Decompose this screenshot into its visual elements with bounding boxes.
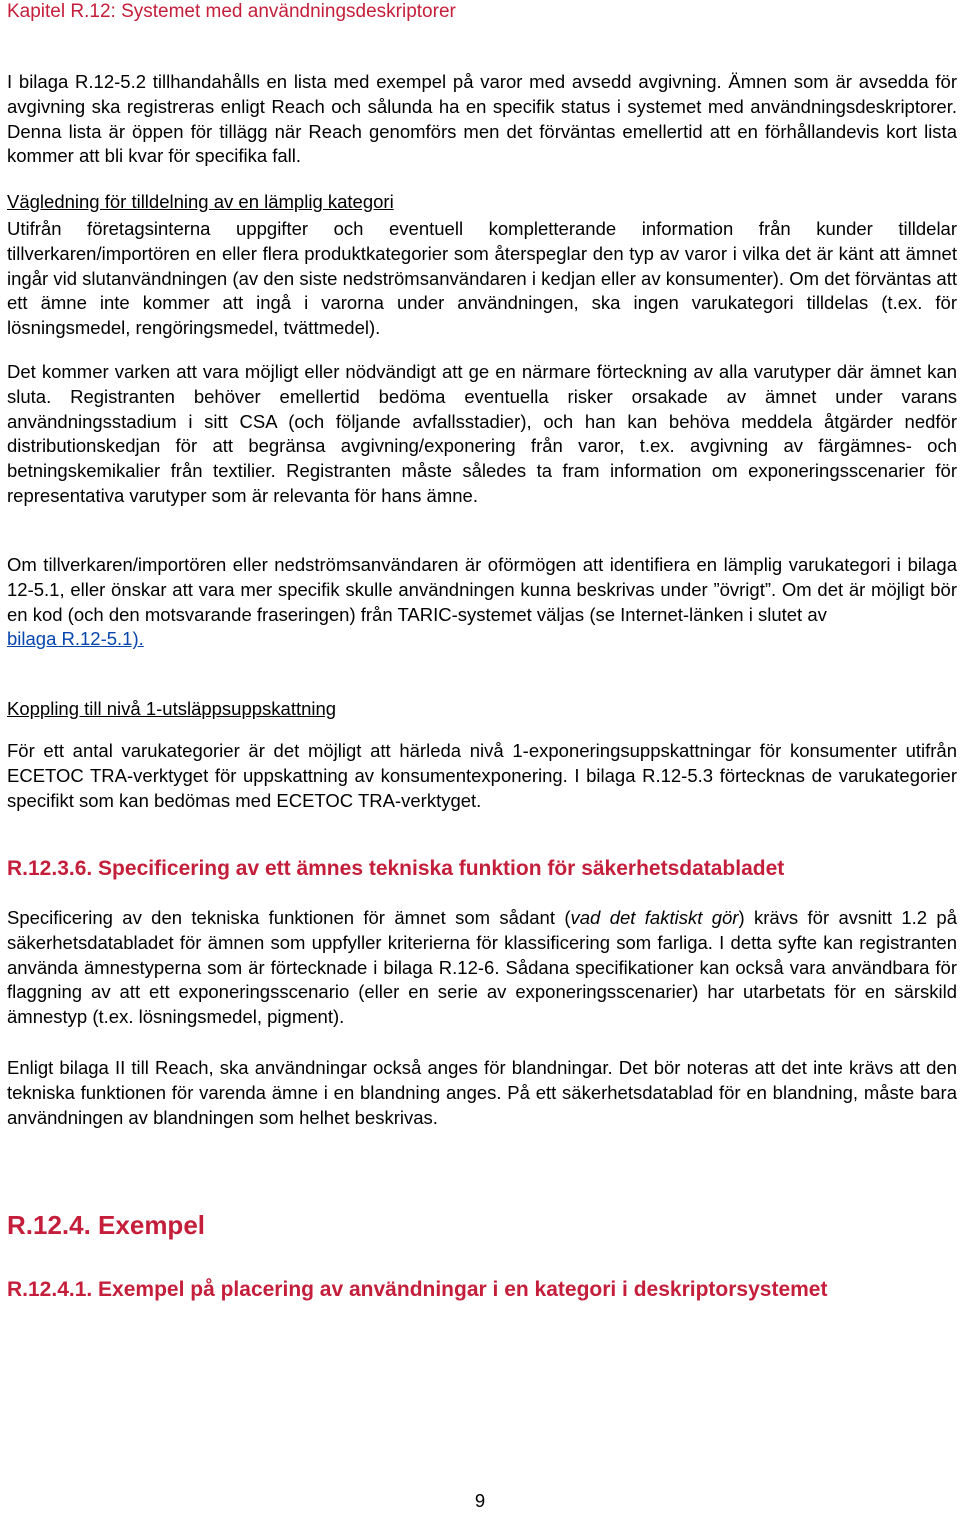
paragraph-release-list: I bilaga R.12-5.2 tillhandahålls en lista med exempel på varor med avsedd avgivning. Ämnen som är avsedda för avgivning ska registreras enligt Reach och sålunda ha en specifik status i systemet med användningsdeskriptorer. Denna lista är öppen för tillägg när Reach genomförs men det förväntas emellertid att en förhållandevis kort lista kommer att bli kvar för specifika fall. — [7, 71, 957, 167]
section-heading-4: R.12.4. Exempel — [7, 1210, 205, 1240]
section-heading-3-6: R.12.3.6. Specificering av ett ämnes tekniska funktion för säkerhetsdatabladet — [7, 857, 785, 880]
paragraph-other-category — [7, 553, 957, 652]
section-heading-4-1: R.12.4.1. Exempel på placering av användningar i en kategori i deskriptorsystemet — [7, 1278, 828, 1301]
annex-link[interactable]: bilaga R.12-5.1). — [7, 628, 144, 650]
technical-function-text-b: ) krävs för avsnitt 1.2 på säkerhetsdatabladet för ämnen som uppfyller kriterierna för klassificering som farliga. I detta syfte kan registranten använda ämnestyperna som är förtecknade i bilaga R.12-6. Sådana specifikationer kan också vara användbara för flaggning av att ett exponeringsscenario (eller en serie av exponeringsscenarier) har utarbetats för en särskild ämnestyp (t.ex. lösningsmedel, pigment). — [7, 907, 957, 1028]
paragraph-mixtures: Enligt bilaga II till Reach, ska användningar också anges för blandningar. Det bör noteras att det inte krävs att den tekniska funktionen för varenda ämne i en blandning anges. På ett säkerhetsdatablad för en blandning, måste bara användningen av blandningen som helhet beskrivas. — [7, 1057, 957, 1128]
subheading-category-guidance: Vägledning för tilldelning av en lämplig kategori — [7, 191, 394, 212]
subheading-tier1-link: Koppling till nivå 1-utsläppsuppskattning — [7, 698, 337, 719]
paragraph-technical-function — [7, 906, 957, 1030]
paragraph-ecetoc: För ett antal varukategorier är det möjligt att härleda nivå 1-exponeringsuppskattningar för konsumenter utifrån ECETOC TRA-verktyget för uppskattning av konsumentexponering. I bilaga R.12-5.3 förtecknas de varukategorier specifikt som kan bedömas med ECETOC TRA-verktyget. — [7, 740, 957, 811]
paragraph-category-assignment: Utifrån företagsinterna uppgifter och eventuell kompletterande information från kunder tilldelar tillverkaren/importören en eller flera produktkategorier som återspeglar den typ av varor i vilka det är känt att ämnet ingår vid slutanvändningen (av den siste nedströmsanvändaren i kedjan eller av konsumenter). Om det förväntas att ett ämne inte kommer att ingå i varorna under användningen, ska ingen varukategori tilldelas (t.ex. för lösningsmedel, rengöringsmedel, tvättmedel). — [7, 218, 957, 339]
page-number: 9 — [474, 1490, 486, 1511]
running-header: Kapitel R.12: Systemet med användningsdeskriptorer — [7, 1, 456, 22]
technical-function-italic: vad det faktiskt gör — [570, 907, 739, 928]
technical-function-text-a: Specificering av den tekniska funktionen för ämnet som sådant ( — [7, 907, 571, 928]
paragraph-other-category-text: Om tillverkaren/importören eller nedströmsanvändaren är oförmögen att identifiera en lämplig varukategori i bilaga 12-5.1, eller önskar att vara mer specifik skulle användningen kunna beskrivas under ”övrigt”. Om det är möjligt bör en kod (och den motsvarande fraseringen) från TARIC-systemet väljas (se Internet-länken i slutet av — [7, 554, 957, 625]
paragraph-article-types: Det kommer varken att vara möjligt eller nödvändigt att ge en närmare förteckning av alla varutyper där ämnet kan sluta. Registranten behöver emellertid bedöma eventuella risker orsakade av ämnet under varans användningsstadium i sitt CSA (och följande avfallsstadier), och han kan behöva meddela åtgärder nedför distributionskedjan för att begränsa avgivning/exponering från varor, t.ex. avgivning av färgämnes- och betningskemikalier från textilier. Registranten måste således ta fram information om exponeringsscenarier för representativa varutyper som är relevanta för hans ämne. — [7, 361, 957, 506]
